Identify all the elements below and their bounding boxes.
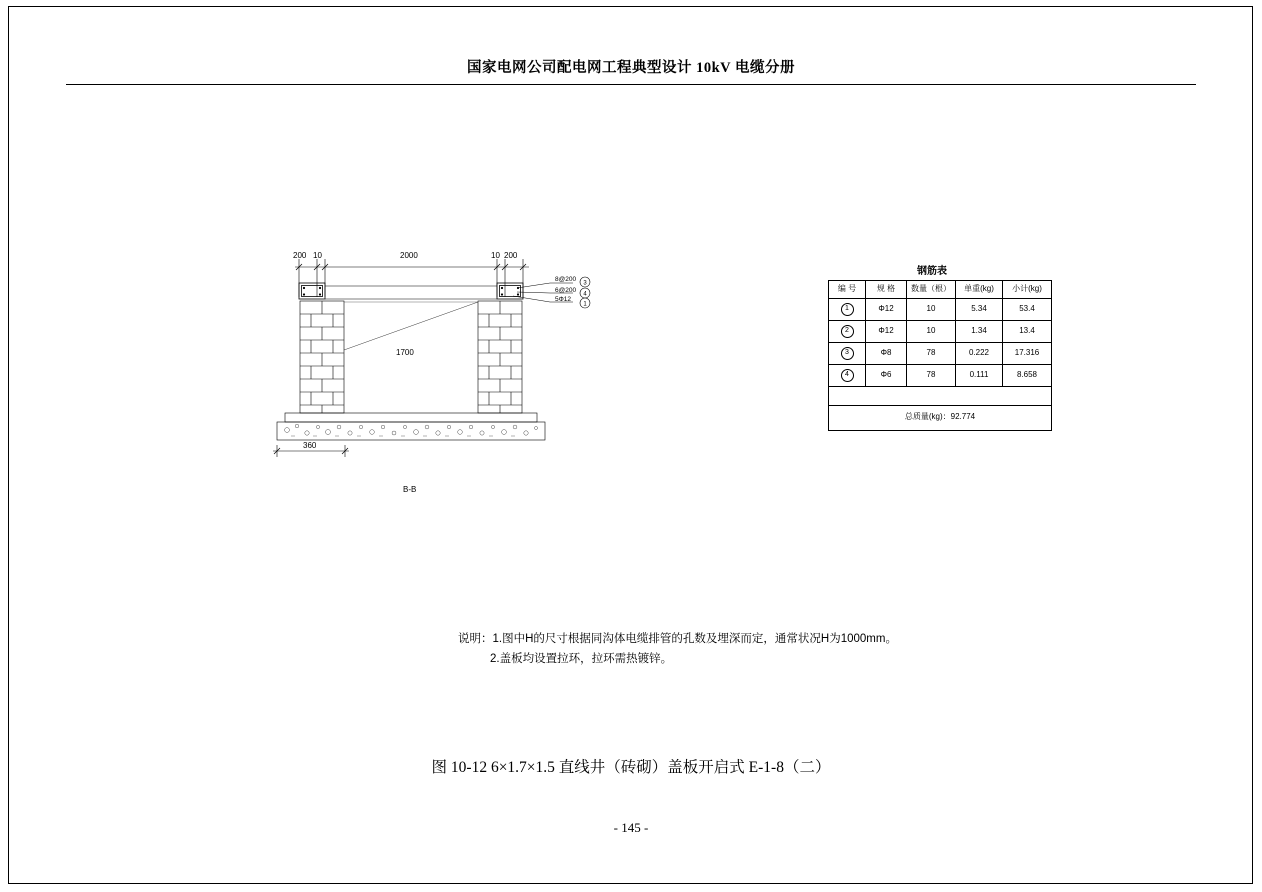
svg-text:4: 4 xyxy=(583,291,587,298)
technical-drawing xyxy=(255,245,615,515)
cell-spec: Φ12 xyxy=(866,298,907,320)
cell-no xyxy=(829,298,866,320)
table-row xyxy=(829,364,1052,386)
rebar-mark-2: 2 xyxy=(841,325,854,338)
table-row-spacer xyxy=(829,386,1052,405)
cell-unit-weight: 1.34 xyxy=(956,320,1003,342)
cell-count: 10 xyxy=(907,298,956,320)
cell-subtotal: 53.4 xyxy=(1003,298,1052,320)
drawing-svg xyxy=(255,245,615,515)
cell-spec: Φ6 xyxy=(866,364,907,386)
dim-top-right-b: 200 xyxy=(504,251,518,260)
table-row xyxy=(829,342,1052,364)
rebar-mark-3: 3 xyxy=(841,347,854,360)
callout-label-1: 8@200 xyxy=(555,276,577,283)
notes-block xyxy=(458,630,978,669)
cell-subtotal: 17.316 xyxy=(1003,342,1052,364)
dim-top-left-a: 200 xyxy=(293,251,307,260)
total-weight-label: 总质量(kg)：92.774 xyxy=(829,405,1052,430)
page-border xyxy=(8,6,1253,884)
col-header-no: 编 号 xyxy=(829,281,866,299)
cell-spec: Φ12 xyxy=(866,320,907,342)
cell-subtotal: 8.658 xyxy=(1003,364,1052,386)
page-number: - 145 - xyxy=(613,820,649,835)
col-header-count: 数量（根） xyxy=(907,281,956,299)
rebar-mark-1: 1 xyxy=(841,303,854,316)
cell-unit-weight: 0.222 xyxy=(956,342,1003,364)
col-header-spec: 规 格 xyxy=(866,281,907,299)
cell-count: 78 xyxy=(907,342,956,364)
dim-top-center: 2000 xyxy=(400,251,418,260)
note-line-1: 说明：1.图中H的尺寸根据同沟体电缆排管的孔数及埋深而定，通常状况H为1000mm。 xyxy=(458,633,897,645)
rebar-mark-4: 4 xyxy=(841,369,854,382)
svg-text:1: 1 xyxy=(583,301,587,308)
page-title: 国家电网公司配电网工程典型设计 10kV 电缆分册 xyxy=(466,60,796,76)
dim-top-right-a: 10 xyxy=(491,251,500,260)
cell-unit-weight: 0.111 xyxy=(956,364,1003,386)
rebar-table-container xyxy=(828,262,1042,431)
table-row xyxy=(829,320,1052,342)
header-divider xyxy=(66,84,1196,85)
cell-subtotal: 13.4 xyxy=(1003,320,1052,342)
figure-caption: 图 10-12 6×1.7×1.5 直线井（砖砌）盖板开启式 E-1-8（二） xyxy=(431,759,831,776)
rebar-table xyxy=(828,280,1052,431)
cell-no xyxy=(829,364,866,386)
section-label: B-B xyxy=(403,485,417,494)
col-header-unit-weight: 单重(kg) xyxy=(956,281,1003,299)
svg-text:3: 3 xyxy=(583,280,587,287)
table-header-row xyxy=(829,281,1052,299)
dim-inner-height: 1700 xyxy=(396,348,414,357)
spacer-cell xyxy=(829,386,1052,405)
cell-no xyxy=(829,320,866,342)
cell-count: 78 xyxy=(907,364,956,386)
callout-label-3: 5Φ12 xyxy=(555,296,572,303)
cell-count: 10 xyxy=(907,320,956,342)
rebar-table-title: 钢筋表 xyxy=(917,266,947,277)
dim-top-left-b: 10 xyxy=(313,251,322,260)
table-row xyxy=(829,298,1052,320)
note-line-2: 2.盖板均设置拉环，拉环需热镀锌。 xyxy=(490,652,673,665)
table-total-row xyxy=(829,405,1052,430)
cell-spec: Φ8 xyxy=(866,342,907,364)
cell-no xyxy=(829,342,866,364)
callout-label-2: 6@200 xyxy=(555,287,577,294)
cell-unit-weight: 5.34 xyxy=(956,298,1003,320)
dim-base-width: 360 xyxy=(303,441,317,450)
col-header-subtotal: 小计(kg) xyxy=(1003,281,1052,299)
